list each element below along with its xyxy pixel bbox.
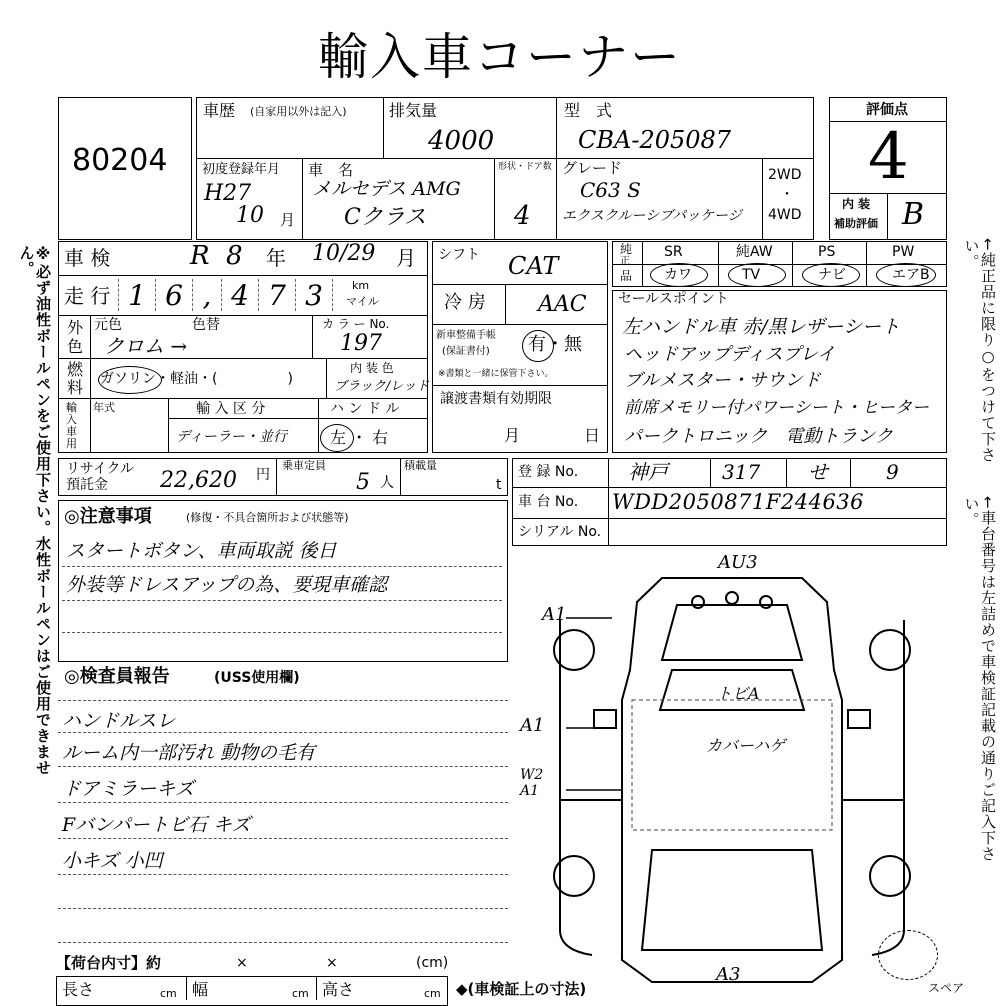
drive-4wd: 4WD: [768, 207, 802, 223]
cargo-width: 幅: [192, 980, 209, 999]
genuine-label-3: 品: [620, 269, 633, 283]
cargo-x1: ×: [236, 955, 248, 971]
inspection-date: 10/29: [312, 241, 376, 266]
mileage-digit: 6: [155, 279, 192, 311]
ac-label: 冷 房: [444, 292, 486, 313]
diagram-left-label-1: A1: [542, 604, 567, 625]
diagram-top-label: AU3: [718, 552, 758, 573]
doors-label: 形状・ドア数: [498, 162, 552, 172]
transfer-month: 月: [504, 426, 521, 445]
cargo-label: 【荷台内寸】約: [56, 954, 162, 972]
mileage-digit: 4: [221, 279, 258, 311]
spare-tire-circle: [878, 930, 938, 980]
displacement-value: 4000: [428, 126, 495, 156]
inspection-month-unit: 月: [396, 246, 416, 270]
load-label: 積載量: [404, 459, 437, 472]
genuine-circle: [728, 263, 786, 287]
front-light: [692, 596, 704, 608]
genuine-circle: [802, 263, 860, 287]
genuine-item: PW: [892, 244, 915, 260]
exterior-label-2: 色: [67, 337, 84, 356]
mileage-digit: ,: [192, 279, 221, 311]
mileage-digit: 7: [258, 279, 295, 311]
doors-value: 4: [514, 201, 531, 231]
genuine-item: エアB: [892, 267, 930, 283]
shift-value: CAT: [508, 252, 559, 280]
import-label-1: 輸: [66, 401, 77, 414]
car-rear-roof: [642, 850, 822, 950]
inspector-line: Fバンパートビ石 キズ: [62, 814, 251, 836]
genuine-circle: [650, 263, 708, 287]
cargo-cm: cm: [160, 987, 177, 1000]
inspector-sub: (USS使用欄): [214, 670, 300, 686]
mileage-label: 走 行: [64, 284, 111, 308]
inspection-era: R: [190, 241, 210, 271]
mileage-digits: [118, 279, 338, 311]
maintenance-label-1: 新車整備手帳: [436, 330, 496, 341]
registration-label: 登 録 No.: [518, 464, 579, 480]
sales-point-line: 左ハンドル車 赤/黒レザーシート: [622, 316, 901, 338]
grade-line1: C63 S: [580, 178, 641, 202]
maintenance-value: 有・無: [528, 334, 582, 355]
genuine-label-1: 純: [620, 242, 633, 256]
color-no-label: カ ラ ー No.: [322, 317, 390, 331]
first-registration-label: 初度登録年月: [202, 162, 281, 177]
fuel-options: ガソリン・軽油・( ): [100, 371, 293, 387]
maintenance-label-2: (保証書付): [442, 346, 490, 357]
car-hood-line: [662, 605, 802, 660]
side-note-left: ※必ず油性ボールペンをご使用下さい。水性ボールペンはご使用できません。: [17, 245, 52, 776]
inspector-line: ドアミラーキズ: [62, 778, 195, 800]
cargo-cm: cm: [292, 987, 309, 1000]
chassis-label: 車 台 No.: [518, 494, 579, 510]
mileage-unit-km: km: [352, 279, 370, 292]
handle-value: 左 ・ 右: [330, 428, 389, 447]
mileage-digit: 1: [118, 279, 155, 311]
diagram-bottom-label: A3: [716, 964, 741, 985]
history-note: (自家用以外は記入): [250, 105, 347, 118]
side-note-right-genuine: ←純正品に限り○をつけて下さい。: [962, 238, 997, 463]
inspection-year-unit: 年: [266, 246, 286, 270]
fuel-label-1: 燃: [67, 360, 84, 379]
chassis-value: WDD2050871F244636: [612, 490, 865, 514]
inspector-line: 小キズ 小凹: [62, 850, 163, 872]
capacity-unit: 人: [380, 475, 394, 491]
inspector-line: ハンドルスレ: [62, 710, 176, 732]
registration-cell: 神戸: [628, 460, 668, 484]
genuine-item: カワ: [664, 267, 692, 283]
capacity-label: 乗車定員: [282, 459, 326, 472]
first-registration-month: 10: [236, 203, 264, 228]
history-label: 車歴: [203, 101, 236, 120]
registration-cell: 9: [886, 460, 899, 484]
capacity-value: 5: [356, 470, 370, 495]
genuine-label-2: 正: [620, 256, 630, 267]
diagram-left-label-4: A1: [520, 783, 540, 799]
exterior-color-value: クロム →: [104, 334, 188, 358]
diagram-left-label-2: A1: [520, 715, 545, 736]
notes-line: 外装等ドレスアップの為、要現車確認: [66, 574, 388, 596]
car-name-label: 車 名: [308, 161, 354, 179]
recycle-value: 22,620: [160, 468, 237, 493]
cargo-cm: cm: [424, 987, 441, 1000]
grade-label: グレード: [562, 159, 623, 177]
recycle-label-2: 預託金: [66, 477, 108, 493]
genuine-circle: [876, 263, 936, 287]
first-registration-month-unit: 月: [280, 211, 296, 229]
cargo-height: 高さ: [322, 980, 355, 999]
drive-2wd: 2WD: [768, 167, 802, 183]
sales-point-line: ヘッドアップディスプレイ: [624, 344, 836, 365]
cargo-unit: (cm): [416, 955, 449, 971]
inspector-label: ◎検査員報告: [64, 666, 170, 687]
car-name-line1: メルセデス AMG: [312, 178, 461, 200]
car-body-outline: [622, 578, 842, 985]
sales-points-label: セールスポイント: [618, 291, 729, 307]
interior-color-label: 内 装 色: [350, 361, 394, 375]
import-type-label: 輸 入 区 分: [196, 401, 266, 417]
transfer-day: 日: [584, 426, 601, 445]
exterior-label-1: 外: [67, 318, 84, 337]
recycle-label-1: リサイクル: [66, 461, 135, 477]
sales-point-line: パークトロニック 電動トランク: [624, 426, 893, 447]
import-type-value: ディーラー・並行: [176, 429, 287, 445]
fuel-label-2: 料: [67, 378, 84, 397]
drive-dot: ・: [780, 187, 794, 203]
interior-score-value: B: [902, 197, 925, 232]
front-light: [726, 592, 738, 604]
inspection-label: 車 検: [64, 246, 111, 270]
spare-label: スペア: [928, 981, 965, 995]
model-code-label: 型 式: [564, 101, 613, 120]
car-cabin-dashed: [632, 700, 832, 830]
cargo-length: 長さ: [62, 980, 95, 999]
load-unit: t: [496, 477, 502, 493]
maintenance-note: ※書類と一緒に保管下さい。: [438, 369, 554, 379]
import-year-label: 年式: [93, 401, 115, 414]
score-value: 4: [868, 120, 909, 194]
page-title: 輸入車コーナー: [318, 28, 682, 86]
diagram-roof-label: カバーハゲ: [706, 736, 786, 755]
genuine-item: TV: [742, 267, 761, 283]
genuine-item: SR: [664, 244, 683, 260]
grade-line2: エクスクルーシブパッケージ: [562, 208, 742, 224]
transfer-label: 譲渡書類有効期限: [440, 391, 552, 407]
inspector-line: ルーム内一部汚れ 動物の毛有: [62, 742, 316, 764]
front-light: [760, 596, 772, 608]
original-color-label: 元色: [94, 317, 122, 333]
handle-label: ハ ン ド ル: [330, 401, 400, 417]
notes-label: ◎注意事項: [64, 506, 152, 527]
right-mirror: [848, 710, 870, 728]
interior-label-1: 内 装: [842, 197, 871, 211]
diagram-left-label-3: W2: [520, 767, 544, 783]
left-mirror: [594, 710, 616, 728]
genuine-item: ナビ: [818, 267, 846, 283]
changed-color-label: 色替: [192, 317, 220, 333]
serial-label: シリアル No.: [518, 524, 602, 540]
score-label: 評価点: [866, 102, 908, 118]
interior-label-2: 補助評価: [834, 217, 878, 230]
inspection-year: 8: [226, 241, 243, 271]
registration-cell: せ: [808, 460, 828, 484]
genuine-item: 純AW: [736, 244, 773, 260]
displacement-label: 排気量: [389, 101, 438, 120]
model-code-value: CBA-205087: [578, 126, 732, 154]
ac-value: AAC: [538, 292, 587, 317]
interior-color-value: ブラック/レッド: [334, 379, 429, 394]
cargo-dimensions-box: [56, 976, 448, 1006]
import-label-2: 入: [66, 413, 77, 426]
registration-cell: 317: [722, 460, 761, 484]
sales-point-line: 前席メモリー付パワーシート・ヒーター: [624, 398, 929, 418]
side-note-right-chassis: ←車台番号は左詰めで車検証記載の通りご記入下さい。: [962, 496, 997, 862]
recycle-unit: 円: [256, 467, 270, 483]
import-label-4: 用: [66, 437, 77, 450]
car-name-line2: Cクラス: [344, 205, 427, 230]
notes-line: スタートボタン、車両取説 後日: [66, 540, 337, 562]
mileage-digit: 3: [295, 279, 333, 311]
notes-sub: (修復・不具合箇所および状態等): [186, 511, 349, 524]
shift-label: シフト: [438, 247, 480, 263]
cargo-x2: ×: [326, 955, 338, 971]
mileage-unit-mile: マイル: [346, 295, 379, 308]
sales-point-line: ブルメスター・サウンド: [624, 370, 821, 391]
color-no-value: 197: [340, 331, 382, 356]
cargo-note: ◆(車検証上の寸法): [456, 980, 587, 998]
first-registration-era: H27: [204, 181, 252, 206]
diagram-glass-label: トビA: [716, 684, 760, 703]
car-diagram: [512, 550, 952, 990]
import-label-3: 車: [66, 425, 77, 438]
genuine-item: PS: [818, 244, 836, 260]
lot-number: 80204: [72, 143, 168, 178]
